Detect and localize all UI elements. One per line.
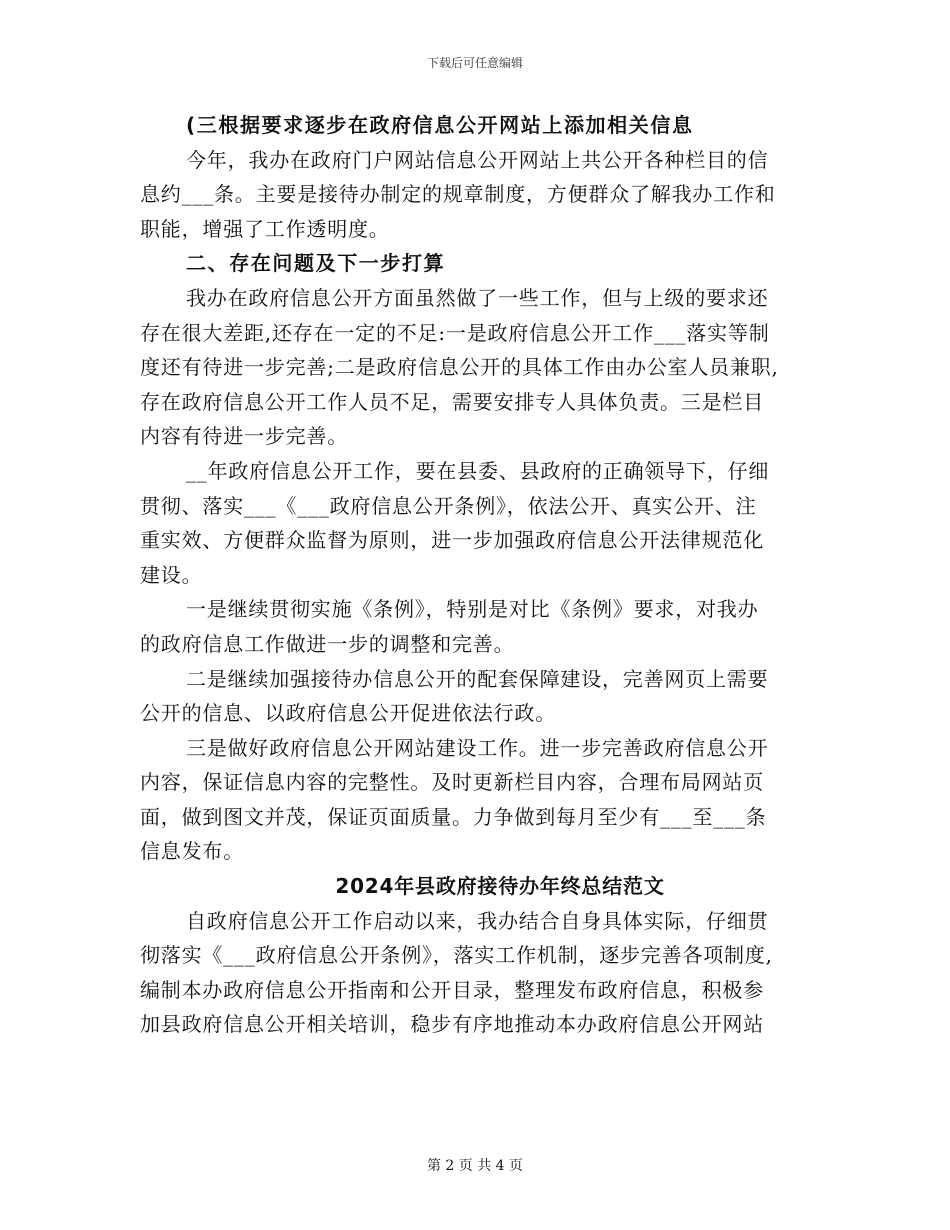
paragraph-line: 加县政府信息公开相关培训，稳步有序地推动本办政府信息公开网站 — [140, 1012, 764, 1037]
paragraph-line: 内容，保证信息内容的完整性。及时更新栏目内容，合理布局网站页 — [140, 770, 764, 795]
section-title: 2024年县政府接待办年终总结范文 — [335, 874, 665, 899]
paragraph-2 — [140, 281, 820, 454]
paragraph-3 — [140, 454, 820, 592]
header-note: 下载后可任意编辑 — [426, 56, 523, 70]
paragraph-5 — [140, 662, 820, 731]
paragraph-line: 公开的信息、以政府信息公开促进依法行政。 — [140, 701, 556, 726]
page-number: 第 2 页 共 4 页 — [426, 1158, 524, 1174]
paragraph-line: 我办在政府信息公开方面虽然做了一些工作，但与上级的要求还 — [186, 285, 769, 310]
paragraph-line: 一是继续贯彻实施《条例》，特别是对比《条例》要求，对我办 — [186, 597, 759, 622]
paragraph-line: 职能，增强了工作透明度。 — [140, 216, 390, 241]
paragraph-4 — [140, 592, 820, 661]
paragraph-line: 存在很大差距,还存在一定的不足:一是政府信息公开工作___落实等制 — [140, 320, 770, 345]
paragraph-line: 内容有待进一步完善。 — [140, 424, 348, 449]
paragraph-line: 二是继续加强接待办信息公开的配套保障建设，完善网页上需要 — [186, 666, 769, 691]
paragraph-line: __年政府信息公开工作，要在县委、县政府的正确领导下，仔细 — [186, 458, 770, 483]
paragraph-line: 彻落实《___政府信息公开条例》，落实工作机制，逐步完善各项制度, — [140, 943, 773, 968]
paragraph-line: 面，做到图文并茂，保证页面质量。力争做到每月至少有___至___条 — [140, 804, 767, 829]
paragraph-line: 的政府信息工作做进一步的调整和完善。 — [140, 631, 515, 656]
section-heading: 二、存在问题及下一步打算 — [186, 251, 446, 276]
paragraph-line: 建设。 — [140, 562, 203, 587]
paragraph-line: 三是做好政府信息公开网站建设工作。进一步完善政府信息公开 — [186, 735, 769, 760]
paragraph-line: 度还有待进一步完善;二是政府信息公开的具体工作由办公室人员兼职, — [140, 355, 779, 380]
paragraph-line: 重实效、方便群众监督为原则，进一步加强政府信息公开法律规范化 — [140, 528, 764, 553]
paragraph-line: 息约___条。主要是接待办制定的规章制度，方便群众了解我办工作和 — [140, 182, 776, 207]
paragraph-1 — [140, 143, 820, 247]
paragraph-7 — [140, 904, 820, 1042]
paragraph-line: 存在政府信息公开工作人员不足，需要安排专人具体负责。三是栏目 — [140, 389, 764, 414]
paragraph-line: 自政府信息公开工作启动以来，我办结合自身具体实际，仔细贯 — [186, 908, 769, 933]
document-body — [140, 108, 820, 1042]
paragraph-line: 贯彻、落实___《___政府信息公开条例》，依法公开、真实公开、注 — [140, 493, 757, 518]
paragraph-line: 今年，我办在政府门户网站信息公开网站上共公开各种栏目的信 — [186, 147, 769, 172]
paragraph-line: 编制本办政府信息公开指南和公开目录，整理发布政府信息，积极参 — [140, 977, 764, 1002]
paragraph-line: 信息发布。 — [140, 839, 244, 864]
subsection-heading: (三根据要求逐步在政府信息公开网站上添加相关信息 — [186, 113, 694, 137]
paragraph-6 — [140, 731, 820, 869]
